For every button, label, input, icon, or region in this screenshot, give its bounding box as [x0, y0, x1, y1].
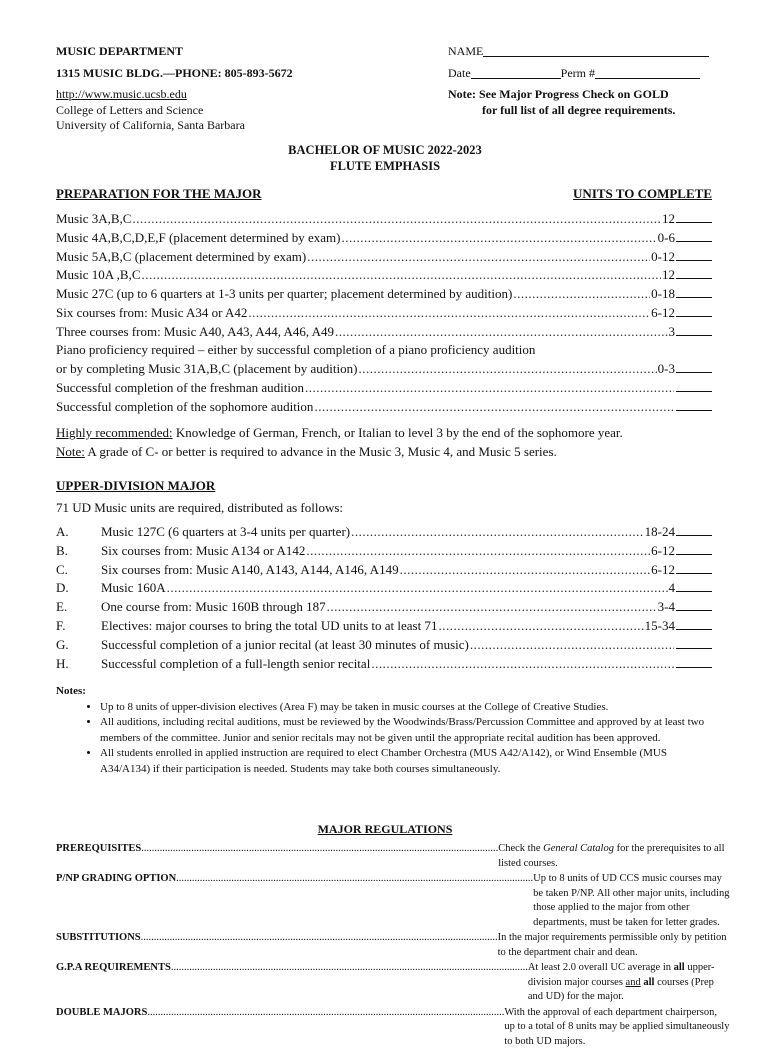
major-regulations-heading: MAJOR REGULATIONS	[317, 822, 453, 836]
emphasis-and: and	[625, 976, 641, 988]
dot-leader	[141, 931, 498, 960]
perm-label: Perm #	[560, 65, 595, 80]
prep-section-heading	[56, 186, 712, 202]
requirement-row	[56, 523, 712, 542]
piano-requirement-text: Piano proficiency required – either by successful completion of a piano proficiency audition	[56, 341, 536, 357]
department-address: 1315 MUSIC BLDG.—PHONE: 805-893-5672	[56, 65, 293, 80]
requirement-row	[56, 304, 712, 323]
requirement-units: 6-12	[651, 561, 675, 577]
regulation-item	[56, 842, 730, 871]
requirement-row	[56, 598, 712, 617]
dot-leader	[327, 599, 657, 615]
dot-leader	[132, 211, 661, 227]
dot-leader	[371, 656, 674, 672]
department-website-link[interactable]: http://www.music.ucsb.edu	[56, 87, 187, 101]
requirement-row	[56, 266, 712, 285]
dot-leader	[248, 305, 650, 321]
requirement-units: 12	[662, 267, 675, 283]
dot-leader	[400, 562, 651, 578]
upper-division-list	[56, 523, 712, 673]
emphasis-title: FLUTE EMPHASIS	[329, 159, 441, 173]
regulation-text: With the approval of each department chairperson, up to a total of 8 units may be applied simultaneously to both UD majors.	[504, 1006, 730, 1047]
requirement-area-label: D.	[56, 580, 69, 596]
highly-recommended-line	[56, 424, 716, 443]
requirement-text: or by completing Music 31A,B,C (placement by audition)	[56, 361, 358, 377]
dot-leader	[438, 618, 643, 634]
prep-requirements-list	[56, 210, 712, 417]
date-field[interactable]	[471, 66, 561, 79]
requirement-text: Music 27C (up to 6 quarters at 1-3 units per quarter; placement determined by audition)	[56, 286, 513, 302]
dot-leader	[307, 249, 650, 265]
completion-blank[interactable]	[676, 304, 712, 317]
requirement-text: Music 5A,B,C (placement determined by exam)	[56, 248, 307, 264]
student-info-block	[448, 44, 718, 118]
requirement-units: 3-4	[657, 599, 675, 615]
regulation-text-part: Check the	[498, 843, 544, 854]
requirement-units: 3	[668, 323, 675, 339]
regulation-text-part: upper-division major courses	[527, 962, 715, 988]
requirement-text: Music 3A,B,C	[56, 211, 132, 226]
emphasis-all: all	[643, 976, 655, 988]
dot-leader	[351, 524, 644, 540]
completion-blank[interactable]	[676, 360, 712, 373]
requirement-row	[56, 360, 712, 379]
regulation-text-part: At least 2.0 overall UC average in	[527, 962, 674, 973]
grade-note-label: Note:	[56, 443, 85, 459]
requirement-units: 15-34	[644, 617, 675, 633]
units-to-complete-heading: UNITS TO COMPLETE	[573, 186, 712, 201]
completion-blank[interactable]	[676, 561, 712, 574]
dot-leader	[142, 267, 661, 283]
requirement-text: Music 160A	[101, 580, 166, 596]
requirement-area-label: E.	[56, 599, 68, 615]
department-name: MUSIC DEPARTMENT	[56, 44, 184, 58]
completion-blank[interactable]	[676, 398, 712, 411]
regulation-item	[56, 1006, 730, 1050]
requirement-text: Successful completion of a junior recital (at least 30 minutes of music)	[101, 636, 469, 652]
completion-blank[interactable]	[676, 379, 712, 392]
completion-blank[interactable]	[676, 248, 712, 261]
requirement-row	[56, 379, 712, 398]
recommendations	[56, 424, 716, 461]
requirement-units: 12	[662, 211, 675, 226]
requirement-area-label: C.	[56, 561, 68, 577]
requirement-row	[56, 579, 712, 598]
dot-leader	[167, 580, 668, 596]
requirement-text: Three courses from: Music A40, A43, A44, A46, A49	[56, 323, 335, 339]
dot-leader	[358, 361, 656, 377]
requirement-row	[56, 229, 712, 248]
requirement-text: Six courses from: Music A134 or A142	[101, 542, 306, 558]
requirement-row	[56, 542, 712, 561]
regulation-text: In the major requirements permissible only by petition to the department chair and dean.	[497, 932, 727, 958]
requirement-text: Successful completion of a full-length senior recital	[101, 655, 371, 671]
requirement-row	[56, 636, 712, 655]
requirement-row	[56, 248, 712, 267]
requirement-row	[56, 561, 712, 580]
regulation-key: SUBSTITUTIONS	[56, 932, 141, 943]
regulation-item	[56, 931, 730, 960]
completion-blank[interactable]	[676, 542, 712, 555]
requirement-units: 0-6	[657, 229, 675, 245]
completion-blank[interactable]	[676, 636, 712, 649]
completion-blank[interactable]	[676, 598, 712, 611]
dot-leader	[470, 637, 674, 653]
requirement-text: Electives: major courses to bring the total UD units to at least 71	[101, 617, 438, 633]
requirement-text: Successful completion of the freshman audition	[56, 380, 305, 396]
requirement-text: Music 10A ,B,C	[56, 267, 141, 283]
degree-title: BACHELOR OF MUSIC 2022-2023	[288, 143, 482, 157]
regulation-key: P/NP GRADING OPTION	[56, 873, 177, 884]
requirement-units: 18-24	[644, 524, 675, 539]
upper-division-heading: UPPER-DIVISION MAJOR	[56, 478, 216, 493]
requirement-row	[56, 210, 712, 229]
requirement-units: 6-12	[651, 304, 675, 320]
requirement-area-label: A.	[56, 524, 69, 539]
regulation-key: DOUBLE MAJORS	[56, 1006, 148, 1018]
requirement-area-label: G.	[56, 636, 69, 652]
completion-blank[interactable]	[676, 285, 712, 298]
requirement-text: Music 127C (6 quarters at 3-4 units per quarter)	[101, 524, 351, 539]
dot-leader	[513, 286, 650, 302]
requirement-row	[56, 398, 712, 417]
dot-leader	[305, 380, 674, 396]
completion-blank[interactable]	[676, 266, 712, 279]
department-header	[56, 44, 416, 134]
regulation-text: Up to 8 units of UD CCS music courses may be taken P/NP. All other major units, including those applied to the major from other departments, must be taken for letter grades.	[533, 873, 730, 928]
regulation-item	[56, 961, 730, 1005]
grade-note-line	[56, 443, 716, 462]
regulation-text-part: for the prerequisites to all listed courses.	[498, 843, 725, 869]
regulation-text	[498, 842, 730, 871]
requirement-text: Six courses from: Music A34 or A42	[56, 304, 248, 320]
completion-blank[interactable]	[676, 579, 712, 592]
major-regulations-list	[56, 842, 730, 1050]
completion-blank[interactable]	[676, 323, 712, 336]
requirement-area-label: F.	[56, 617, 66, 633]
regulation-text-part: courses (Prep and UD) for the major.	[527, 976, 714, 1002]
regulation-key: G.P.A REQUIREMENTS	[56, 962, 171, 973]
dot-leader	[306, 543, 650, 559]
completion-blank[interactable]	[676, 655, 712, 668]
requirement-row	[56, 655, 712, 674]
dot-leader	[314, 399, 674, 415]
notes-heading: Notes:	[56, 685, 86, 697]
university-name: University of California, Santa Barbara	[56, 118, 245, 132]
completion-blank[interactable]	[676, 617, 712, 630]
dot-leader	[335, 324, 667, 340]
requirement-text: One course from: Music 160B through 187	[101, 599, 326, 615]
requirement-area-label: B.	[56, 542, 68, 558]
prep-heading: PREPARATION FOR THE MAJOR	[56, 186, 262, 201]
regulation-text	[528, 961, 730, 1005]
dot-leader	[171, 961, 528, 1005]
requirement-text: Music 4A,B,C,D,E,F (placement determined by exam)	[56, 229, 341, 245]
highly-recommended-text: Knowledge of German, French, or Italian to level 3 by the end of the sophomore year.	[172, 425, 623, 440]
requirement-row	[56, 285, 712, 304]
gold-note-line1: Note: See Major Progress Check on GOLD	[448, 87, 669, 101]
college-name: College of Letters and Science	[56, 102, 204, 117]
requirement-row	[56, 323, 712, 342]
notes-section	[56, 684, 716, 777]
regulation-key: PREREQUISITES	[56, 843, 142, 854]
requirement-units: 0-18	[651, 286, 675, 302]
grade-note-text: A grade of C- or better is required to advance in the Music 3, Music 4, and Music 5 series.	[84, 443, 557, 459]
document-title	[0, 142, 770, 174]
dot-leader	[176, 872, 533, 930]
dot-leader	[342, 230, 657, 246]
note-item: • Up to 8 units of upper-division electives (Area F) may be taken in music courses at the College of Creative Studies.	[100, 700, 716, 716]
requirement-text: Successful completion of the sophomore audition	[56, 398, 314, 414]
dot-leader	[147, 1006, 504, 1050]
completion-blank[interactable]	[676, 523, 712, 536]
highly-recommended-label: Highly recommended:	[56, 425, 173, 440]
requirement-text: Six courses from: Music A140, A143, A144, A146, A149	[101, 561, 399, 577]
requirement-units: 4	[668, 580, 675, 596]
completion-blank[interactable]	[676, 210, 712, 223]
upper-division-intro: 71 UD Music units are required, distributed as follows:	[56, 500, 344, 515]
note-item: • All auditions, including recital auditions, must be reviewed by the Woodwinds/Brass/Percussion Committee and approved by at least two members of the committee. Junior and senior recitals may not be given until the appropriate recital audition has been approved.	[100, 715, 716, 746]
perm-field[interactable]	[595, 66, 700, 79]
date-label: Date	[448, 65, 471, 80]
notes-list	[56, 700, 716, 778]
requirement-row	[56, 617, 712, 636]
note-item: • All students enrolled in applied instruction are required to elect Chamber Orchestra (MUS A42/A142), or Wind Ensemble (MUS A34/A134) if their participation is needed. Students may take both courses simultaneously.	[100, 746, 716, 777]
requirement-area-label: H.	[56, 655, 69, 671]
general-catalog-reference: General Catalog	[543, 843, 614, 854]
completion-blank[interactable]	[676, 229, 712, 242]
upper-division-heading-row	[56, 478, 712, 494]
requirement-units: 0-3	[657, 361, 675, 377]
name-label: NAME	[448, 44, 484, 58]
dot-leader	[141, 842, 498, 871]
gold-note-line2: for full list of all degree requirements.	[482, 102, 676, 117]
regulation-item	[56, 872, 730, 930]
name-field[interactable]	[483, 44, 709, 57]
emphasis-all: all	[673, 962, 685, 973]
requirement-units: 6-12	[651, 542, 675, 558]
requirement-units: 0-12	[651, 248, 675, 264]
